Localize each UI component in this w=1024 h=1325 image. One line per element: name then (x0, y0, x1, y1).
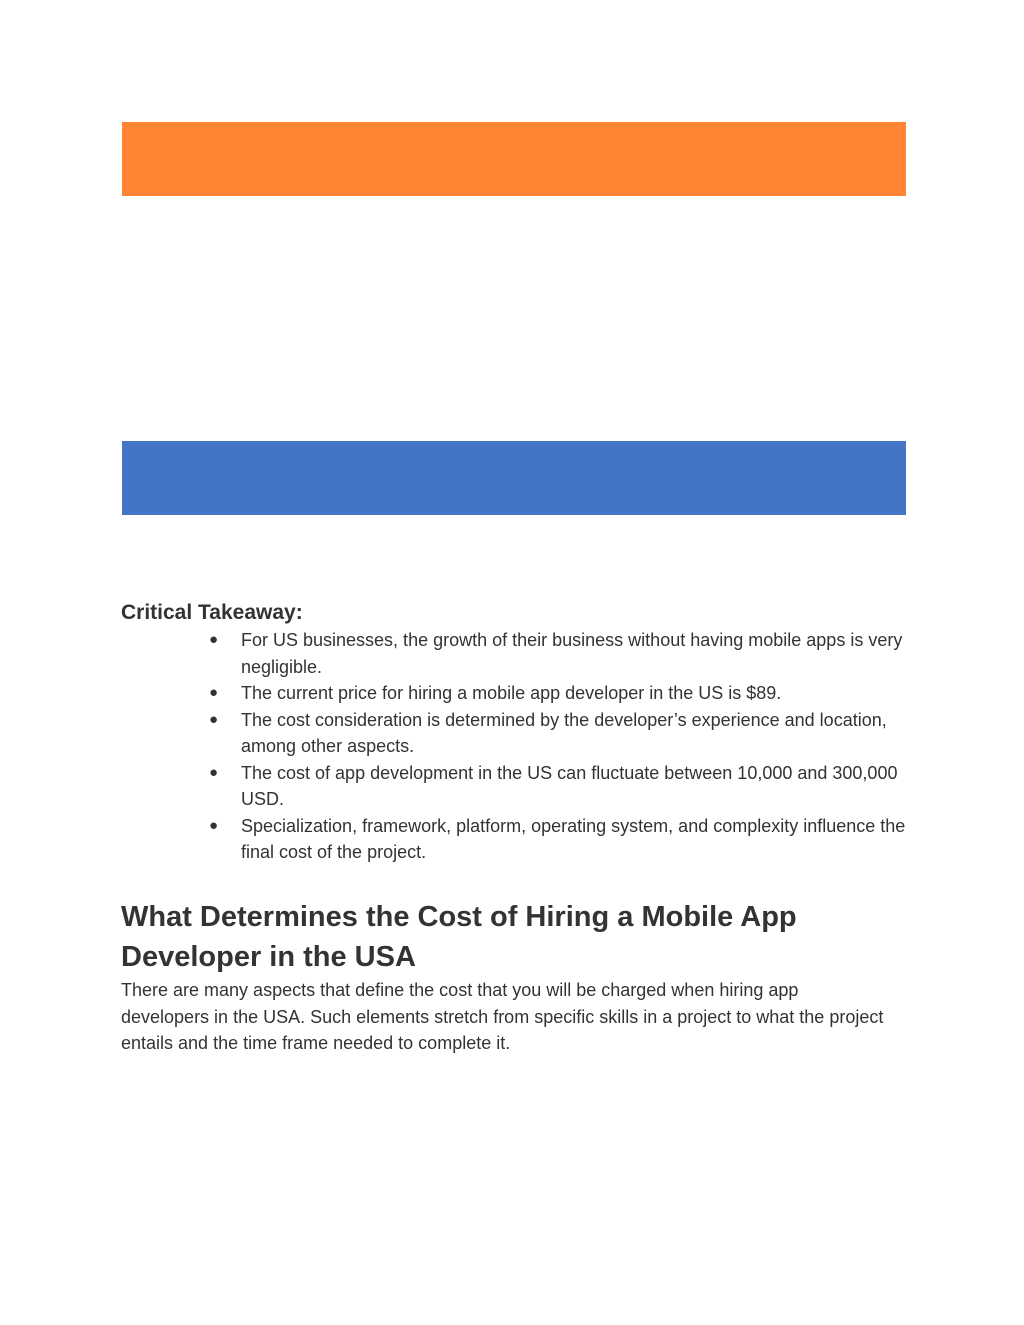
list-item (121, 627, 911, 680)
bullet-icon: ● (209, 631, 219, 648)
bullet-icon: ● (209, 816, 219, 834)
bullet-icon: ● (209, 763, 219, 781)
list-item (121, 813, 911, 866)
bullet-icon: ● (209, 684, 219, 701)
bullet-icon: ● (209, 710, 219, 728)
list-item-text: The current price for hiring a mobile app developer in the US is $89. (241, 683, 782, 703)
blue-banner (122, 441, 906, 515)
section-body: There are many aspects that define the cost that you will be charged when hiring app developers in the USA. Such elements stretch from specific skills in a project to what the project entails and the time frame needed to complete it. (121, 980, 884, 1053)
list-item-text: For US businesses, the growth of their business without having mobile apps is very negligible. (241, 630, 903, 677)
section-title: What Determines the Cost of Hiring a Mobile App Developer in the USA (121, 901, 797, 973)
critical-takeaway-section (121, 599, 911, 866)
list-item (121, 760, 911, 813)
list-item (121, 680, 911, 707)
list-item-text: The cost consideration is determined by the developer’s experience and location, among other aspects. (241, 709, 887, 756)
list-item-text: Specialization, framework, platform, operating system, and complexity influence the final cost of the project. (241, 815, 906, 862)
cost-determinants-section (121, 897, 911, 1057)
list-item (121, 707, 911, 760)
takeaway-heading: Critical Takeaway: (121, 601, 303, 624)
orange-banner (122, 122, 906, 196)
list-item-text: The cost of app development in the US can fluctuate between 10,000 and 300,000 USD. (241, 762, 898, 809)
takeaway-list (121, 627, 911, 866)
